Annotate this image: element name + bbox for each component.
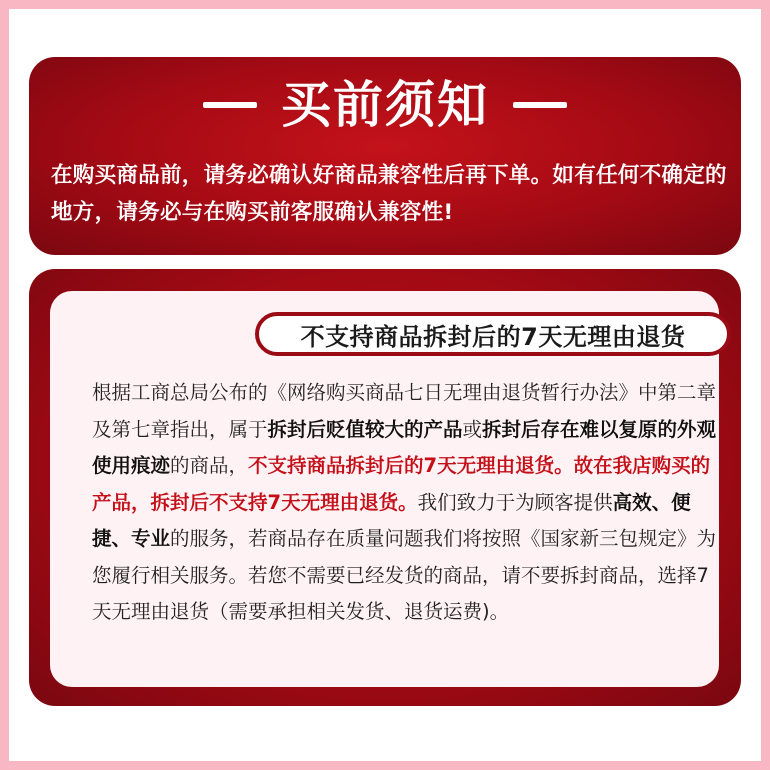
policy-body <box>92 375 722 631</box>
title-dash-left <box>203 102 257 108</box>
policy-tag: 不支持商品拆封后的7天无理由退货 <box>255 312 731 356</box>
policy-text-5: 的服务，若商品存在质量问题我们将按照《国家新三包规定》为您履行相关服务。若您不需要已经发货的商品，请不要拆封商品，选择7天无理由退货（需要承担相关发货、退货运费)。 <box>92 527 717 623</box>
title-row <box>29 75 741 135</box>
return-policy-panel <box>29 269 741 706</box>
policy-bold-2: 拆封后存在难以复原的外观使用痕迹 <box>92 417 717 477</box>
policy-text-4: 我们致力于为顾客提供 <box>417 490 613 514</box>
policy-text-1: 根据工商总局公布的《网络购买商品七日无理由退货暂行办法》中第二章及第七章指出，属于 <box>92 381 717 441</box>
policy-card <box>50 291 719 687</box>
page-title: 买前须知 <box>281 76 489 134</box>
policy-highlight: 不支持商品拆封后的7天无理由退货。故在我店购买的产品，拆封后不支持7天无理由退货。 <box>92 454 711 514</box>
title-dash-right <box>513 102 567 108</box>
policy-bold-3: 高效、便捷、专业 <box>92 490 691 550</box>
intro-text: 在购买商品前，请务必确认好商品兼容性后再下单。如有任何不确定的地方，请务必与在购买前客服确认兼容性! <box>51 163 727 225</box>
policy-text-3: 的商品， <box>170 454 249 477</box>
policy-text-2: 或 <box>462 417 483 441</box>
pre-purchase-notice-panel <box>29 57 741 255</box>
policy-bold-1: 拆封后贬值较大的产品 <box>267 417 463 441</box>
